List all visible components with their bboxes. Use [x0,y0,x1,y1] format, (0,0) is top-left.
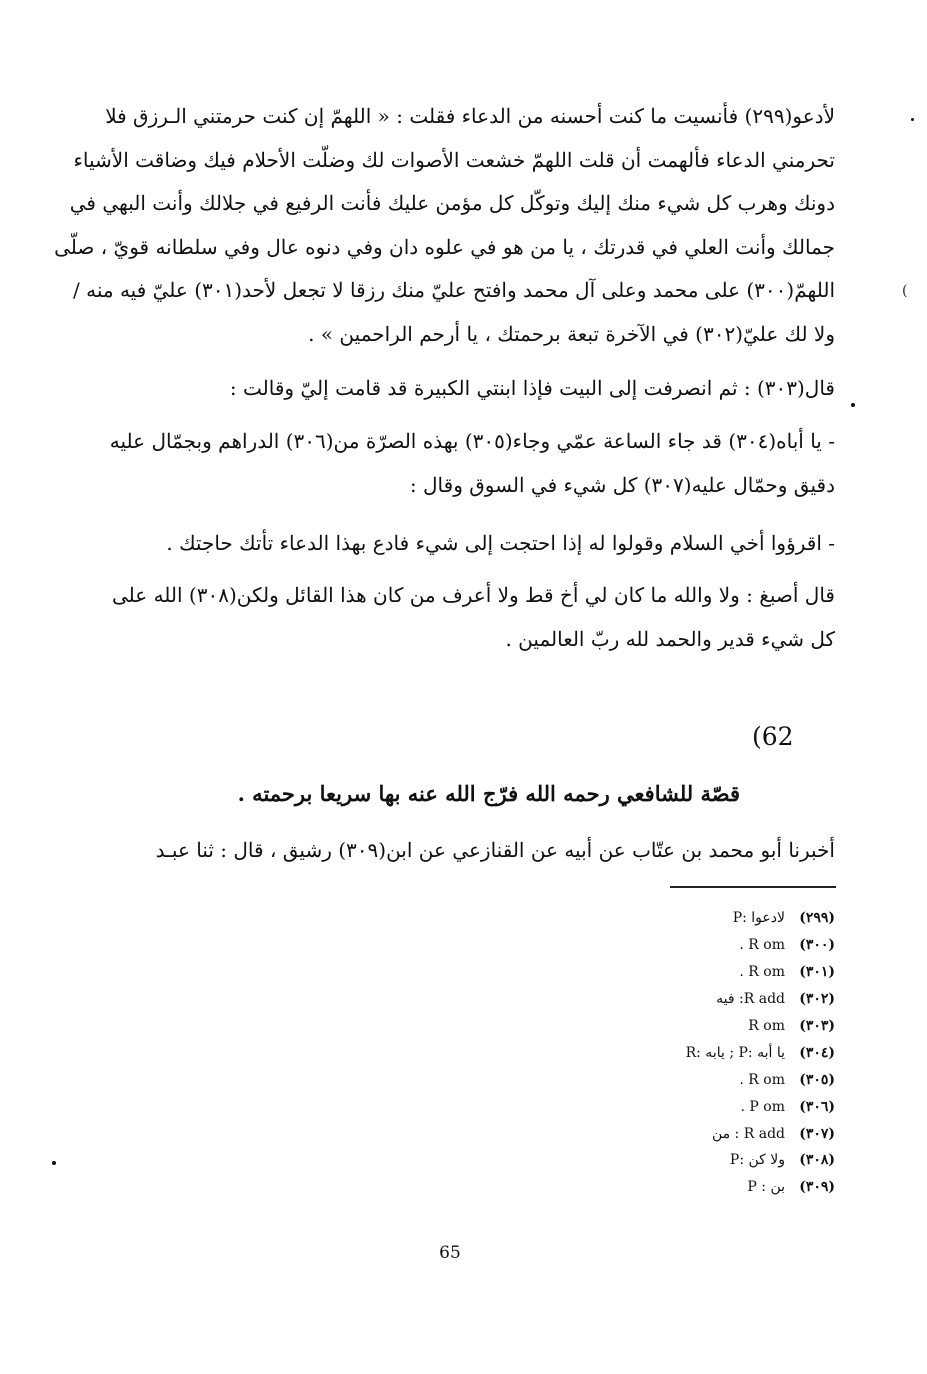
footnote-text: لادعوا :P [732,910,785,927]
text-line: قال(٣٠٣) : ثم انصرفت إلى البيت فإذا ابنتي الكبيرة قد قامت إليّ وقالت : [229,376,835,400]
text-line: - اقرؤوا أخي السلام وقولوا له إذا احتجت إلى شيء فادع بهذا الدعاء تأتك حاجتك . [166,531,835,555]
footnote-text: ولا كن :P [729,1152,785,1169]
footnote-number: (٣٠٨) [799,1152,835,1169]
margin-dot [911,118,914,121]
page-number: 65 [439,1243,461,1263]
margin-dot [851,403,855,407]
footnote-item [560,1066,835,1093]
text-line: أخبرنا أبو محمد بن عتّاب عن أبيه عن القنازعي عن ابن(٣٠٩) رشيق ، قال : ثنا عبـد [155,838,835,862]
footnote-text: R om . [739,937,785,954]
footnote-item [560,1120,835,1147]
footnote-item [560,905,835,932]
footnote-text: يا أبه :P ; يابه :R [685,1044,785,1061]
footnote-number: (٣٠٢) [799,991,835,1008]
text-line: جمالك وأنت العلي في قدرتك ، يا من هو في علوه دان وفي دنوه عال وفي سلطانه قويّ ، صلّى [54,234,835,259]
footnote-item [560,932,835,959]
footnote-text: R om . [739,964,785,981]
footnote-text: P om . [740,1098,785,1115]
text-line: دقيق وحمّال عليه(٣٠٧) كل شيء في السوق وقال : [409,472,835,497]
text-line: لأدعو(٢٩٩) فأنسيت ما كنت أحسنه من الدعاء فقلت : « اللهمّ إن كنت حرمتني الـرزق فلا [105,104,835,128]
paragraph-3 [50,420,835,507]
footnote-item [560,1147,835,1174]
footnote-separator [670,886,836,888]
footnote-text: R om . [739,1071,785,1088]
section-heading: قصّة للشافعي رحمه الله فرّج الله عنه بها سريعا برحمته . [237,781,740,806]
text-line: تحرمني الدعاء فألهمت أن قلت اللهمّ خشعت الأصوات لك وضلّت الأحلام فيك وضاقت الأشياء [73,147,835,172]
paragraph-5 [50,574,835,661]
footnote-number: (٣٠٩) [799,1179,835,1196]
footnote-number: (٣٠٤) [799,1044,835,1061]
footnote-text: R om [748,1018,785,1034]
footnote-item [560,1174,835,1201]
margin-paren-mark: ( [902,283,908,299]
footnote-number: (٣٠٧) [799,1125,835,1142]
footnote-item [560,1013,835,1040]
footnote-text: بن : P [747,1179,785,1196]
text-line: اللهمّ(٣٠٠) على محمد وعلى آل محمد وافتح عليّ منك رزقا لا تجعل لأحد(٣٠١) عليّ فيه منه / [73,278,835,302]
margin-dot [52,1161,56,1165]
text-line: ولا لك عليّ(٣٠٢) في الآخرة تبعة برحمتك ، يا أرحم الراحمين » . [308,321,835,346]
footnote-item [560,1093,835,1120]
paragraph-2 [50,367,835,411]
section-number: (62 [752,722,794,751]
footnote-text: R add : من [711,1125,785,1142]
text-line: - يا أباه(٣٠٤) قد جاء الساعة عمّي وجاء(٣٠٥) بهذه الصرّة من(٣٠٦) الدراهم وبجمّال عليه [109,429,835,453]
footnote-item [560,1039,835,1066]
footnote-text: R add: فيه [716,991,785,1008]
footnotes-list [560,905,835,1201]
text-line: كل شيء قدير والحمد لله ربّ العالمين . [505,626,835,651]
text-line: قال أصبغ : ولا والله ما كان لي أخ قط ولا أعرف من كان هذا القائل ولكن(٣٠٨) الله على [111,583,835,607]
footnote-item [560,986,835,1013]
paragraph-4 [50,522,835,566]
paragraph-1 [50,95,835,356]
footnote-number: (٣٠٣) [799,1018,835,1034]
footnote-number: (٣٠٦) [799,1098,835,1115]
paragraph-6 [50,829,835,873]
footnote-number: (٣٠١) [799,964,835,981]
footnote-item [560,959,835,986]
text-line: دونك وهرب كل شيء منك إليك وتوكّل كل مؤمن عليك فأنت الرفيع في جلالك وأنت البهي في [69,191,835,215]
footnote-number: (٢٩٩) [799,910,835,927]
footnote-number: (٣٠٥) [799,1071,835,1088]
footnote-number: (٣٠٠) [799,937,835,954]
